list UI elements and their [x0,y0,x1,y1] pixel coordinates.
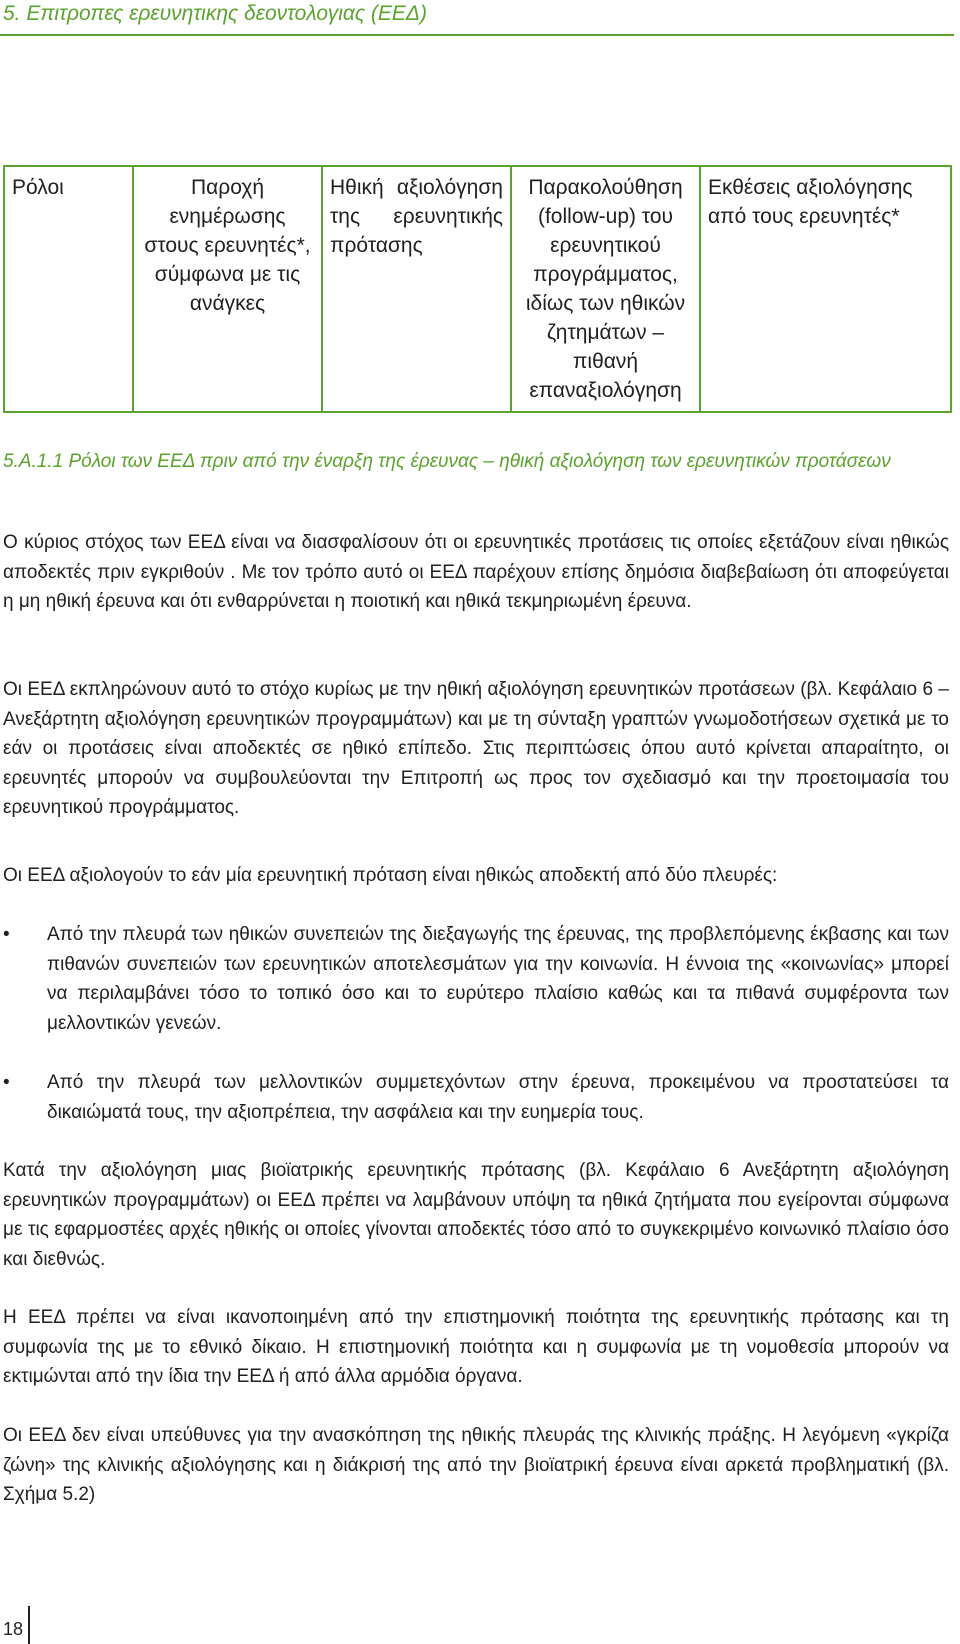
paragraph-3: Οι ΕΕΔ αξιολογούν το εάν μία ερευνητική πρόταση είναι ηθικώς αποδεκτή από δύο πλευρές: [3,865,778,886]
paragraph-6: Οι ΕΕΔ δεν είναι υπεύθυνες για την ανασκόπηση της ηθικής πλευράς της κλινικής πράξης. Η λεγόμενη «γκρίζα ζώνη» της κλινικής αξιολόγησης και η διάκρισή της από την βιοϊατρική έρευνα είναι αρκετά προβληματική (βλ. Σχήμα 5.2) [3,1425,949,1505]
paragraph-2: Οι ΕΕΔ εκπληρώνουν αυτό το στόχο κυρίως με την ηθική αξιολόγηση ερευνητικών προτάσεων (βλ. Κεφάλαιο 6 – Ανεξάρτητη αξιολόγηση ερευνητικών προγραμμάτων) και με τη σύνταξη γραπτών γνωμοδοτήσεων σχετικά με το εάν οι προτάσεις είναι αποδεκτές σε ηθικό επίπεδο. Στις περιπτώσεις όπου αυτό κρίνεται απαραίτητο, οι ερευνητές μπορούν να συμβουλεύονται την Επιτροπή ως προς τον σχεδιασμό και την προετοιμασία του ερευνητικού προγράμματος. [3,679,949,818]
page-number: 18 [3,1619,24,1639]
bullet-text-participants: Από την πλευρά των μελλοντικών συμμετεχόντων στην έρευνα, προκειμένου να προστατεύσει τα δικαιώματά τους, την αξιοπρέπεια, την ασφάλεια και την ευημερία τους. [47,1072,949,1123]
bullet-symbol: • [3,1072,10,1093]
table-cell-ethical-review: Ηθική αξιολόγηση της ερευνητικής πρότασης [322,166,511,412]
table-row [4,166,951,412]
paragraph-4: Κατά την αξιολόγηση μιας βιοϊατρικής ερευνητικής πρότασης (βλ. Κεφάλαιο 6 Ανεξάρτητη αξιολόγηση ερευνητικών προγραμμάτων) οι ΕΕΔ πρέπει να λαμβάνουν υπόψη τα ηθικά ζητήματα που εγείρονται σύμφωνα με τις εφαρμοστέες αρχές ηθικής οι οποίες γίνονται αποδεκτές τόσο από το συγκεκριμένο κοινωνικό πλαίσιο όσο και διεθνώς. [3,1160,949,1270]
paragraph-1: Ο κύριος στόχος των ΕΕΔ είναι να διασφαλίσουν ότι οι ερευνητικές προτάσεις τις οποίες εξετάζουν είναι ηθικώς αποδεκτές πριν εγκριθούν . Με τον τρόπο αυτό οι ΕΕΔ παρέχουν επίσης δημόσια διαβεβαίωση ότι αποφεύγεται η μη ηθική έρευνα και ότι ενθαρρύνεται η ποιοτική και ηθικά τεκμηριωμένη έρευνα. [3,532,949,612]
chapter-title: 5. Επιτροπες ερευνητικης δεοντολογιας (ΕΕΔ) [3,2,427,25]
list-item [3,920,949,1038]
table-cell-evaluation-reports: Εκθέσεις αξιολόγησης από τους ερευνητές* [700,166,951,412]
roles-table [3,165,952,413]
running-header [0,0,954,36]
section-heading: 5.Α.1.1 Ρόλοι των ΕΕΔ πριν από την έναρξη της έρευνας – ηθική αξιολόγηση των ερευνητικών προτάσεων [3,451,891,472]
page-number-rule [28,1606,30,1644]
list-item [3,1068,949,1127]
table-cell-roles: Ρόλοι [4,166,133,412]
bullet-text-society: Από την πλευρά των ηθικών συνεπειών της διεξαγωγής της έρευνας, της προβλεπόμενης έκβασης και των πιθανών συνεπειών των ερευνητικών αποτελεσμάτων για την κοινωνία. Η έννοια της «κοινωνίας» μπορεί να περιλαμβάνει τόσο το τοπικό όσο και το ευρύτερο πλαίσιο καθώς και τα πιθανά συμφέροντα των μελλοντικών γενεών. [47,924,949,1034]
table-cell-follow-up: Παρακολούθηση (follow-up) του ερευνητικού προγράμματος, ιδίως των ηθικών ζητημάτων – πιθανή επαναξιολόγηση [511,166,700,412]
paragraph-5: Η ΕΕΔ πρέπει να είναι ικανοποιημένη από την επιστημονική ποιότητα της ερευνητικής πρότασης και τη συμφωνία της με το εθνικό δίκαιο. Η επιστημονική ποιότητα και η συμφωνία με τη νομοθεσία μπορούν να εκτιμώνται από την ίδια την ΕΕΔ ή από άλλα αρμόδια όργανα. [3,1307,949,1387]
table-cell-information: Παροχή ενημέρωσης στους ερευνητές*, σύμφωνα με τις ανάγκες [133,166,322,412]
bullet-symbol: • [3,924,10,945]
